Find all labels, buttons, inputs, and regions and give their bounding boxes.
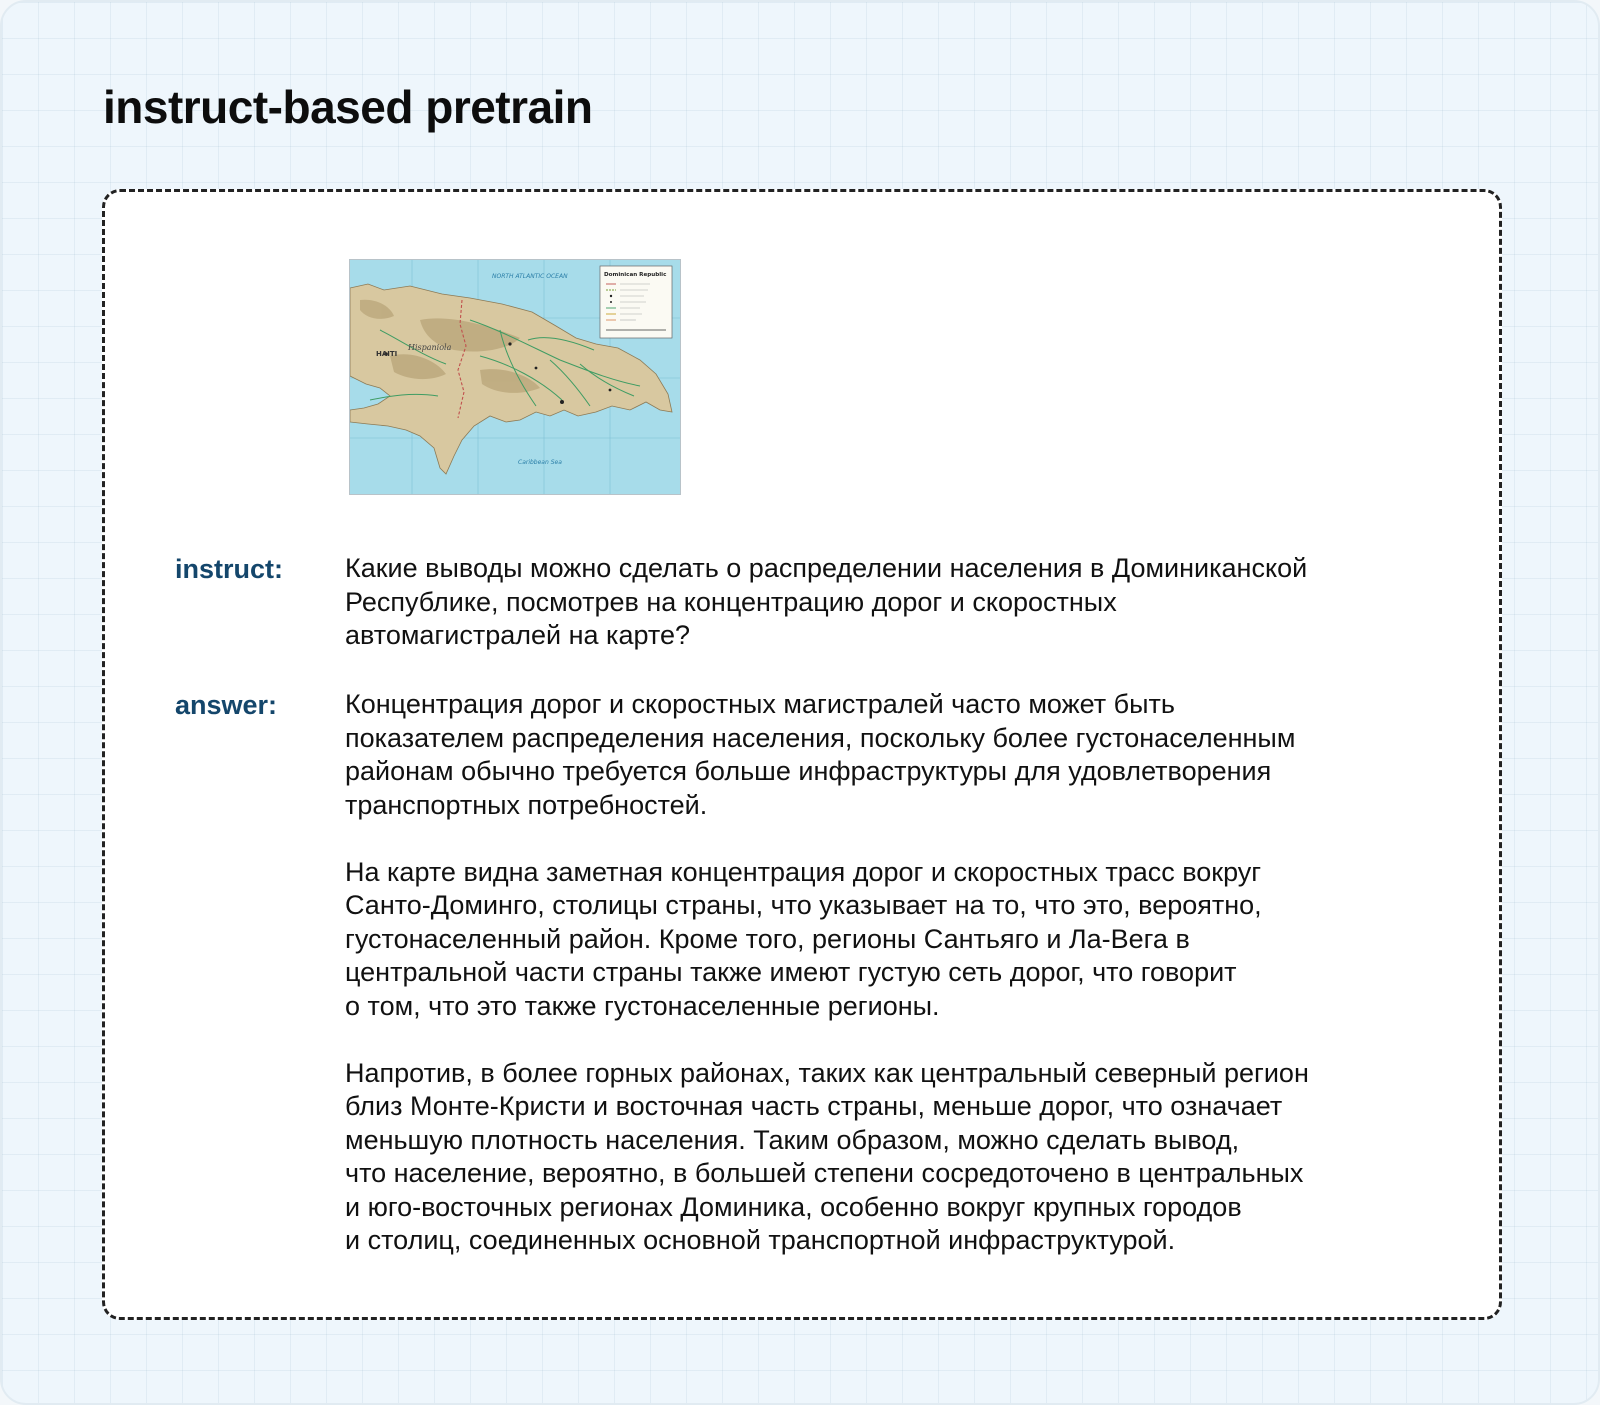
map-illustration (350, 260, 680, 494)
map-legend-title: Dominican Republic (604, 272, 667, 278)
instruct-body (345, 552, 1455, 653)
answer-paragraph: На карте видна заметная концентрация дорог и скоростных трасс вокруг Санто-Доминго, столицы страны, что указывает на то, что это, вероятно, густонаселенный район. Кроме того, регионы Сантьяго и Ла-Вега в центральной части страны также имеют густую сеть дорог, что говорит о том, что это также густонаселенные регионы. (345, 856, 1262, 1021)
map-label-sea: Caribbean Sea (518, 459, 562, 466)
map-label-haiti: HAITI (376, 350, 398, 358)
answer-paragraph: Концентрация дорог и скоростных магистралей часто может быть показателем распределения населения, поскольку более густонаселенным районам обычно требуется больше инфраструктуры для удовлетворения транспортных потребностей. (345, 689, 1296, 820)
example-card (102, 189, 1502, 1320)
map-legend (600, 266, 672, 338)
instruct-label: instruct: (175, 554, 283, 584)
map-label-ocean: NORTH ATLANTIC OCEAN (492, 273, 568, 280)
slide-title: instruct-based pretrain (103, 81, 593, 133)
map-label-island: Hispaniola (408, 343, 452, 352)
answer-body (345, 688, 1455, 1258)
instruct-row (175, 552, 1455, 653)
instruct-text: Какие выводы можно сделать о распределении населения в Доминиканской Республике, посмотрев на концентрацию дорог и скоростных автомагистралей на карте? (345, 553, 1308, 650)
answer-row (175, 688, 1455, 1258)
map-image (349, 259, 681, 495)
answer-label: answer: (175, 690, 278, 720)
answer-paragraph: Напротив, в более горных районах, таких как центральный северный регион близ Монте-Кристи и восточная часть страны, меньше дорог, что означает меньшую плотность населения. Таким образом, можно сделать вывод, что население, вероятно, в большей степени сосредоточено в центральных и юго-восточных регионах Доминика, особенно вокруг крупных городов и столиц, соединенных основной транспортной инфраструктурой. (345, 1057, 1309, 1255)
